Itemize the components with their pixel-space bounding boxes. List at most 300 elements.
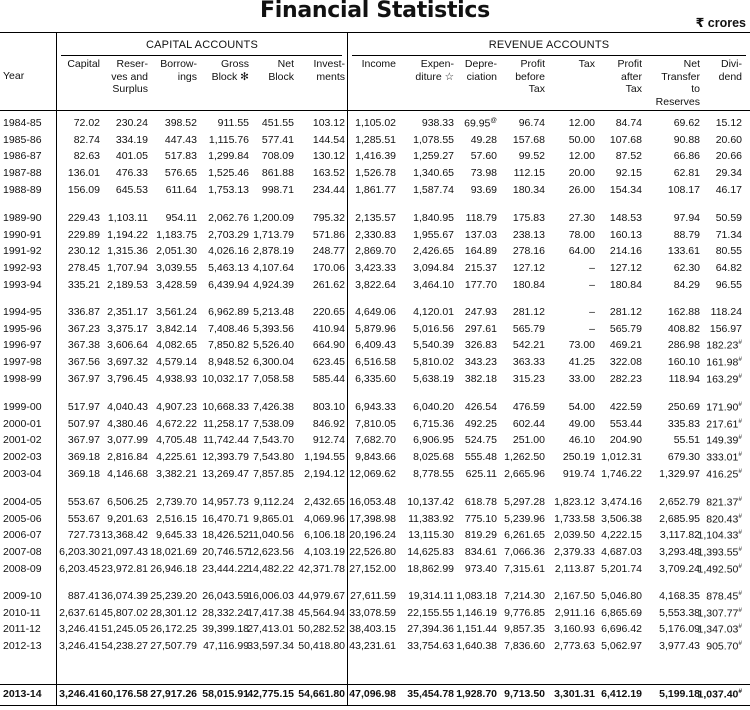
- cell-dividend: 217.61#: [706, 417, 742, 431]
- table-row: [0, 563, 750, 579]
- cell-tax: 2,911.16: [554, 606, 595, 619]
- cell-gross-block: 11,742.44: [203, 434, 249, 447]
- cell-capital: 72.02: [73, 117, 100, 129]
- cell-net-block: 11,040.56: [248, 529, 294, 542]
- cell-dividend: 878.45#: [706, 590, 742, 603]
- cell-depreciation: 492.25: [464, 417, 497, 430]
- cell-depreciation: 1,151.44: [456, 623, 497, 636]
- cell-profit-after-tax: 6,412.19: [601, 688, 642, 700]
- cell-dividend: 15.12: [715, 117, 742, 129]
- cell-reserves: 2,351.17: [107, 306, 148, 318]
- cell-dividend: 46.17: [715, 183, 742, 196]
- cell-expenditure: 1,259.27: [413, 150, 454, 163]
- cell-reserves: 3,375.17: [107, 322, 148, 335]
- cell-capital: 2,637.61: [59, 606, 100, 619]
- cell-income: 1,416.39: [355, 150, 396, 163]
- cell-expenditure: 1,587.74: [413, 183, 454, 196]
- cell-borrowings: 3,428.59: [156, 278, 197, 291]
- cell-investments: 170.06: [312, 262, 345, 275]
- table-row: [0, 150, 750, 166]
- cell-gross-block: 7,850.82: [208, 339, 249, 352]
- cell-net-block: 5,213.48: [253, 306, 294, 318]
- cell-income: 1,105.02: [355, 117, 396, 129]
- cell-tax: 1,823.12: [554, 496, 595, 508]
- cell-tax: 41.25: [568, 356, 595, 369]
- cell-borrowings: 954.11: [165, 212, 197, 224]
- cell-investments: 130.12: [312, 150, 345, 163]
- cell-expenditure: 938.33: [421, 117, 454, 129]
- cell-reserves: 60,176.58: [101, 688, 148, 700]
- cell-net-transfer: 1,329.97: [659, 467, 700, 480]
- cell-profit-before-tax: 7,836.60: [504, 640, 545, 653]
- cell-profit-before-tax: 7,214.30: [504, 590, 545, 602]
- table-row: [0, 339, 750, 355]
- cell-depreciation: 247.93: [464, 306, 497, 318]
- cell-gross-block: 5,463.13: [208, 262, 249, 275]
- cell-depreciation: 1,083.18: [456, 590, 497, 602]
- cell-capital: 517.97: [67, 401, 100, 413]
- cell-year: 2009-10: [3, 590, 42, 602]
- cell-profit-before-tax: 476.59: [512, 401, 545, 413]
- table-row: [0, 607, 750, 623]
- cell-investments: 585.44: [312, 372, 345, 385]
- header-reserves: Reser- ves and Surplus: [111, 58, 148, 95]
- cell-income: 4,649.06: [355, 306, 396, 318]
- table-row: [0, 134, 750, 150]
- cell-expenditure: 1,078.55: [413, 133, 454, 146]
- cell-expenditure: 5,810.02: [413, 356, 454, 369]
- cell-income: 47,096.98: [349, 688, 396, 700]
- cell-reserves: 3,077.99: [107, 434, 148, 447]
- cell-gross-block: 1,525.46: [208, 167, 249, 180]
- cell-capital: 229.43: [67, 212, 100, 224]
- cell-expenditure: 4,120.01: [413, 306, 454, 318]
- cell-depreciation: 49.28: [470, 133, 497, 146]
- cell-profit-after-tax: 160.13: [609, 228, 642, 241]
- unit-label: ₹ crores: [695, 16, 746, 30]
- cell-capital: 367.56: [67, 356, 100, 369]
- cell-dividend: 161.98#: [706, 356, 742, 369]
- cell-tax: –: [589, 278, 595, 291]
- cell-income: 22,526.80: [349, 546, 396, 559]
- table-row: [0, 418, 750, 434]
- cell-profit-after-tax: 148.53: [609, 212, 642, 224]
- cell-borrowings: 26,946.18: [150, 562, 197, 575]
- cell-profit-before-tax: 5,297.28: [504, 496, 545, 508]
- table-row: [0, 262, 750, 278]
- cell-income: 3,423.33: [355, 262, 396, 275]
- cell-tax: 73.00: [568, 339, 595, 352]
- cell-capital: 6,203.30: [59, 546, 100, 559]
- cell-reserves: 9,201.63: [107, 512, 148, 525]
- cell-borrowings: 9,645.33: [156, 529, 197, 542]
- cell-dividend: 118.24: [710, 306, 742, 318]
- cell-net-transfer: 84.29: [673, 278, 700, 291]
- header-profit-after-tax: Profit after Tax: [617, 58, 642, 95]
- cell-profit-before-tax: 175.83: [512, 212, 545, 224]
- cell-borrowings: 4,082.65: [156, 339, 197, 352]
- cell-tax: –: [589, 322, 595, 335]
- header-year: Year: [3, 70, 25, 82]
- cell-capital: 367.97: [67, 434, 100, 447]
- cell-income: 1,861.77: [355, 183, 396, 196]
- cell-profit-before-tax: 238.13: [512, 228, 545, 241]
- cell-profit-before-tax: 96.74: [518, 117, 545, 129]
- cell-profit-after-tax: 3,474.16: [601, 496, 642, 508]
- cell-capital: 367.38: [67, 339, 100, 352]
- cell-depreciation: 73.98: [470, 167, 497, 180]
- cell-expenditure: 5,016.56: [413, 322, 454, 335]
- cell-year: 1995-96: [3, 322, 42, 335]
- cell-profit-after-tax: 5,201.74: [601, 562, 642, 575]
- cell-tax: 27.30: [568, 212, 595, 224]
- table-row: [0, 212, 750, 228]
- cell-profit-before-tax: 363.33: [512, 356, 545, 369]
- cell-year: 1993-94: [3, 278, 42, 291]
- cell-profit-before-tax: 602.44: [512, 417, 545, 430]
- cell-profit-before-tax: 7,315.61: [504, 562, 545, 575]
- cell-income: 27,152.00: [349, 562, 396, 575]
- table-row: [0, 590, 750, 606]
- cell-net-block: 7,538.09: [253, 417, 294, 430]
- cell-depreciation: 1,640.38: [456, 640, 497, 653]
- cell-borrowings: 2,516.15: [156, 512, 197, 525]
- cell-net-transfer: 5,199.18: [659, 688, 700, 700]
- cell-depreciation: 524.75: [464, 434, 497, 447]
- table-row: [0, 245, 750, 261]
- cell-dividend: 149.39#: [706, 434, 742, 447]
- cell-borrowings: 447.43: [164, 133, 197, 146]
- cell-depreciation: 69.95@: [464, 117, 497, 130]
- cell-borrowings: 3,382.21: [156, 467, 197, 480]
- cell-profit-before-tax: 127.12: [512, 262, 545, 275]
- cell-gross-block: 18,426.52: [202, 529, 249, 542]
- cell-expenditure: 22,155.55: [407, 606, 454, 619]
- cell-dividend: 1,104.33#: [697, 529, 742, 542]
- cell-borrowings: 4,225.61: [156, 451, 197, 464]
- cell-reserves: 334.19: [115, 133, 148, 146]
- cell-tax: 2,379.33: [554, 546, 595, 559]
- cell-net-block: 577.41: [261, 133, 294, 146]
- cell-income: 16,053.48: [349, 496, 396, 508]
- cell-net-transfer: 162.88: [667, 306, 700, 318]
- cell-gross-block: 12,393.79: [202, 451, 249, 464]
- cell-profit-after-tax: 127.12: [609, 262, 642, 275]
- cell-income: 2,330.83: [355, 228, 396, 241]
- cell-net-block: 27,413.01: [247, 623, 294, 636]
- cell-income: 6,943.33: [355, 401, 396, 413]
- capital-accounts-heading: CAPITAL ACCOUNTS: [146, 39, 258, 51]
- cell-depreciation: 343.23: [464, 356, 497, 369]
- cell-depreciation: 834.61: [464, 546, 497, 559]
- cell-investments: 50,418.80: [298, 640, 345, 653]
- cell-investments: 248.77: [312, 245, 345, 258]
- cell-net-block: 17,417.38: [247, 606, 294, 619]
- cell-net-transfer: 3,117.82: [659, 529, 700, 542]
- cell-tax: 46.10: [568, 434, 595, 447]
- cell-dividend: 64.82: [715, 262, 742, 275]
- cell-borrowings: 18,021.69: [150, 546, 197, 559]
- cell-net-transfer: 88.79: [673, 228, 700, 241]
- cell-dividend: 1,037.40#: [697, 688, 742, 701]
- cell-profit-after-tax: 1,012.31: [601, 451, 642, 464]
- cell-reserves: 2,189.53: [107, 278, 148, 291]
- cell-depreciation: 625.11: [465, 467, 497, 480]
- cell-expenditure: 8,025.68: [413, 451, 454, 464]
- cell-profit-before-tax: 9,857.35: [504, 623, 545, 636]
- cell-reserves: 4,040.43: [107, 401, 148, 413]
- cell-net-block: 1,713.79: [253, 228, 294, 241]
- header-capital: Capital: [67, 58, 100, 70]
- cell-investments: 103.12: [312, 117, 345, 129]
- cell-expenditure: 33,754.63: [407, 640, 454, 653]
- cell-reserves: 3,697.32: [107, 356, 148, 369]
- cell-income: 6,516.58: [355, 356, 396, 369]
- cell-investments: 1,194.55: [304, 451, 345, 464]
- cell-investments: 261.62: [312, 278, 345, 291]
- cell-investments: 846.92: [312, 417, 345, 430]
- cell-profit-after-tax: 3,506.38: [601, 512, 642, 525]
- cell-profit-after-tax: 469.21: [609, 339, 642, 352]
- cell-dividend: 29.34: [715, 167, 742, 180]
- cell-tax: 54.00: [568, 401, 595, 413]
- cell-net-block: 861.88: [261, 167, 294, 180]
- cell-borrowings: 4,672.22: [156, 417, 197, 430]
- cell-capital: 82.74: [73, 133, 100, 146]
- cell-profit-before-tax: 565.79: [512, 322, 545, 335]
- cell-dividend: 20.66: [715, 150, 742, 163]
- cell-depreciation: 297.61: [464, 322, 497, 335]
- cell-depreciation: 1,928.70: [456, 688, 497, 700]
- header-net-transfer: Net Transfer to Reserves: [655, 58, 700, 108]
- cell-profit-after-tax: 107.68: [609, 133, 642, 146]
- cell-expenditure: 8,778.55: [413, 467, 454, 480]
- cell-year: 1987-88: [3, 167, 42, 180]
- table-row: [0, 513, 750, 529]
- cell-depreciation: 1,146.19: [456, 606, 497, 619]
- cell-net-block: 451.55: [261, 117, 294, 129]
- cell-investments: 571.86: [312, 228, 345, 241]
- cell-net-block: 9,865.01: [253, 512, 294, 525]
- cell-net-block: 16,006.03: [247, 590, 294, 602]
- cell-dividend: 20.60: [715, 133, 742, 146]
- cell-dividend: 80.55: [715, 245, 742, 258]
- cell-tax: 12.00: [568, 150, 595, 163]
- cell-gross-block: 26,043.59: [202, 590, 249, 602]
- cell-expenditure: 1,340.65: [413, 167, 454, 180]
- cell-gross-block: 1,115.76: [208, 133, 249, 146]
- cell-dividend: 96.55: [715, 278, 742, 291]
- cell-gross-block: 6,962.89: [208, 306, 249, 318]
- cell-net-transfer: 133.61: [667, 245, 700, 258]
- cell-reserves: 1,103.11: [107, 212, 148, 224]
- cell-borrowings: 2,051.30: [156, 245, 197, 258]
- cell-year: 1997-98: [3, 356, 42, 369]
- cell-net-block: 2,878.19: [253, 245, 294, 258]
- cell-year: 2007-08: [3, 546, 42, 559]
- cell-capital: 6,203.45: [59, 562, 100, 575]
- cell-profit-after-tax: 204.90: [609, 434, 642, 447]
- cell-investments: 42,371.78: [298, 562, 345, 575]
- cell-investments: 50,282.52: [298, 623, 345, 636]
- cell-year: 1988-89: [3, 183, 42, 196]
- cell-borrowings: 576.65: [164, 167, 197, 180]
- cell-dividend: 1,347.03#: [697, 623, 742, 636]
- cell-year: 1989-90: [3, 212, 42, 224]
- cell-reserves: 23,972.81: [101, 562, 148, 575]
- cell-net-transfer: 3,977.43: [659, 640, 700, 653]
- table-row: [0, 688, 750, 704]
- cell-gross-block: 1,753.13: [208, 183, 249, 196]
- cell-investments: 45,564.94: [298, 606, 345, 619]
- table-row: [0, 306, 750, 322]
- cell-profit-after-tax: 84.74: [615, 117, 642, 129]
- cell-gross-block: 28,332.24: [202, 606, 249, 619]
- cell-reserves: 230.24: [115, 117, 148, 129]
- cell-year: 2012-13: [3, 640, 42, 653]
- cell-reserves: 4,146.68: [107, 467, 148, 480]
- cell-net-block: 5,526.40: [253, 339, 294, 352]
- cell-capital: 335.21: [67, 278, 100, 291]
- cell-income: 3,822.64: [355, 278, 396, 291]
- cell-depreciation: 118.79: [465, 212, 497, 224]
- cell-year: 2010-11: [3, 606, 41, 619]
- cell-net-transfer: 3,293.48: [659, 546, 700, 559]
- cell-dividend: 821.37#: [706, 496, 742, 509]
- cell-investments: 44,979.67: [298, 590, 345, 602]
- cell-expenditure: 13,115.30: [408, 529, 454, 542]
- cell-tax: 2,167.50: [554, 590, 595, 602]
- capital-accounts-underline: [61, 55, 342, 56]
- cell-net-transfer: 2,652.79: [659, 496, 700, 508]
- cell-profit-after-tax: 553.44: [609, 417, 642, 430]
- cell-expenditure: 11,383.92: [408, 512, 454, 525]
- table-row: [0, 434, 750, 450]
- cell-capital: 278.45: [67, 262, 100, 275]
- cell-investments: 912.74: [312, 434, 345, 447]
- cell-depreciation: 555.48: [464, 451, 497, 464]
- cell-dividend: 182.23#: [706, 339, 742, 352]
- cell-gross-block: 39,399.18: [202, 623, 249, 636]
- cell-net-block: 7,543.80: [253, 451, 294, 464]
- header-profit-before-tax: Profit before Tax: [515, 58, 545, 95]
- page-title: Financial Statistics: [260, 0, 490, 23]
- cell-borrowings: 2,739.70: [156, 496, 197, 508]
- top-rule: [0, 32, 750, 33]
- cell-profit-after-tax: 565.79: [609, 322, 642, 335]
- cell-tax: 26.00: [568, 183, 595, 196]
- table-row: [0, 373, 750, 389]
- cell-profit-before-tax: 251.00: [512, 434, 545, 447]
- header-depreciation: Depre- ciation: [464, 58, 497, 83]
- cell-tax: 3,301.31: [554, 688, 595, 700]
- cell-tax: 78.00: [568, 228, 595, 241]
- cell-reserves: 401.05: [115, 150, 148, 163]
- cell-profit-before-tax: 315.23: [512, 372, 545, 385]
- cell-investments: 163.52: [312, 167, 345, 180]
- total-rule: [0, 684, 750, 685]
- cell-profit-before-tax: 5,239.96: [504, 512, 545, 525]
- cell-capital: 553.67: [67, 512, 100, 525]
- cell-tax: 2,113.87: [554, 562, 595, 575]
- cell-depreciation: 57.60: [470, 150, 497, 163]
- cell-net-block: 5,393.56: [253, 322, 294, 335]
- cell-income: 27,611.59: [350, 590, 396, 602]
- header-dividend: Divi- dend: [718, 58, 742, 83]
- cell-year: 1984-85: [3, 117, 42, 129]
- cell-net-block: 9,112.24: [253, 496, 294, 508]
- cell-year: 1986-87: [3, 150, 42, 163]
- table-row: [0, 496, 750, 512]
- cell-income: 17,398.98: [349, 512, 396, 525]
- header-net-block: Net Block: [268, 58, 294, 83]
- cell-reserves: 51,245.05: [101, 623, 148, 636]
- cell-borrowings: 517.83: [164, 150, 197, 163]
- cell-year: 2013-14: [3, 688, 42, 700]
- cell-tax: 2,039.50: [554, 529, 595, 542]
- cell-income: 7,810.05: [355, 417, 396, 430]
- cell-investments: 795.32: [312, 212, 345, 224]
- cell-expenditure: 3,464.10: [413, 278, 454, 291]
- cell-capital: 3,246.41: [59, 623, 100, 636]
- cell-income: 2,869.70: [355, 245, 396, 258]
- header-expenditure: Expen- diture ☆: [415, 58, 454, 83]
- cell-reserves: 645.53: [115, 183, 148, 196]
- revenue-accounts-heading: REVENUE ACCOUNTS: [488, 39, 610, 51]
- cell-net-block: 7,543.70: [253, 434, 294, 447]
- cell-tax: –: [589, 306, 595, 318]
- cell-investments: 234.44: [312, 183, 345, 196]
- cell-investments: 4,069.96: [304, 512, 345, 525]
- cell-profit-before-tax: 9,713.50: [504, 688, 545, 700]
- cell-reserves: 36,074.39: [101, 590, 148, 602]
- cell-borrowings: 4,907.23: [156, 401, 197, 413]
- bottom-rule: [0, 705, 750, 706]
- cell-net-block: 12,623.56: [247, 546, 294, 559]
- cell-borrowings: 26,172.25: [150, 623, 197, 636]
- cell-borrowings: 4,579.14: [156, 356, 197, 369]
- cell-dividend: 156.97: [709, 322, 742, 335]
- cell-profit-before-tax: 180.34: [512, 183, 545, 196]
- cell-year: 1999-00: [3, 401, 42, 413]
- cell-investments: 54,661.80: [298, 688, 345, 700]
- cell-profit-before-tax: 9,776.85: [504, 606, 545, 619]
- cell-income: 33,078.59: [349, 606, 396, 619]
- cell-tax: 919.74: [562, 467, 595, 480]
- cell-profit-after-tax: 281.12: [609, 306, 642, 318]
- cell-capital: 553.67: [67, 496, 100, 508]
- cell-profit-after-tax: 154.34: [609, 183, 642, 196]
- cell-capital: 229.89: [67, 228, 100, 241]
- cell-capital: 82.63: [73, 150, 100, 163]
- cell-year: 1994-95: [3, 306, 42, 318]
- cell-income: 20,196.24: [349, 529, 396, 542]
- cell-net-transfer: 62.81: [673, 167, 700, 180]
- cell-depreciation: 177.70: [464, 278, 497, 291]
- cell-investments: 4,103.19: [304, 546, 345, 559]
- cell-net-block: 708.09: [261, 150, 294, 163]
- cell-profit-after-tax: 214.16: [609, 245, 642, 258]
- cell-dividend: 163.29#: [706, 372, 742, 386]
- cell-dividend: 1,492.50#: [697, 562, 742, 576]
- cell-expenditure: 6,906.95: [413, 434, 454, 447]
- cell-borrowings: 4,705.48: [156, 434, 197, 447]
- cell-borrowings: 27,507.79: [150, 640, 197, 653]
- cell-dividend: 333.01#: [706, 451, 742, 464]
- table-row: [0, 529, 750, 545]
- cell-dividend: 71.34: [715, 228, 742, 241]
- cell-capital: 3,246.41: [59, 688, 100, 700]
